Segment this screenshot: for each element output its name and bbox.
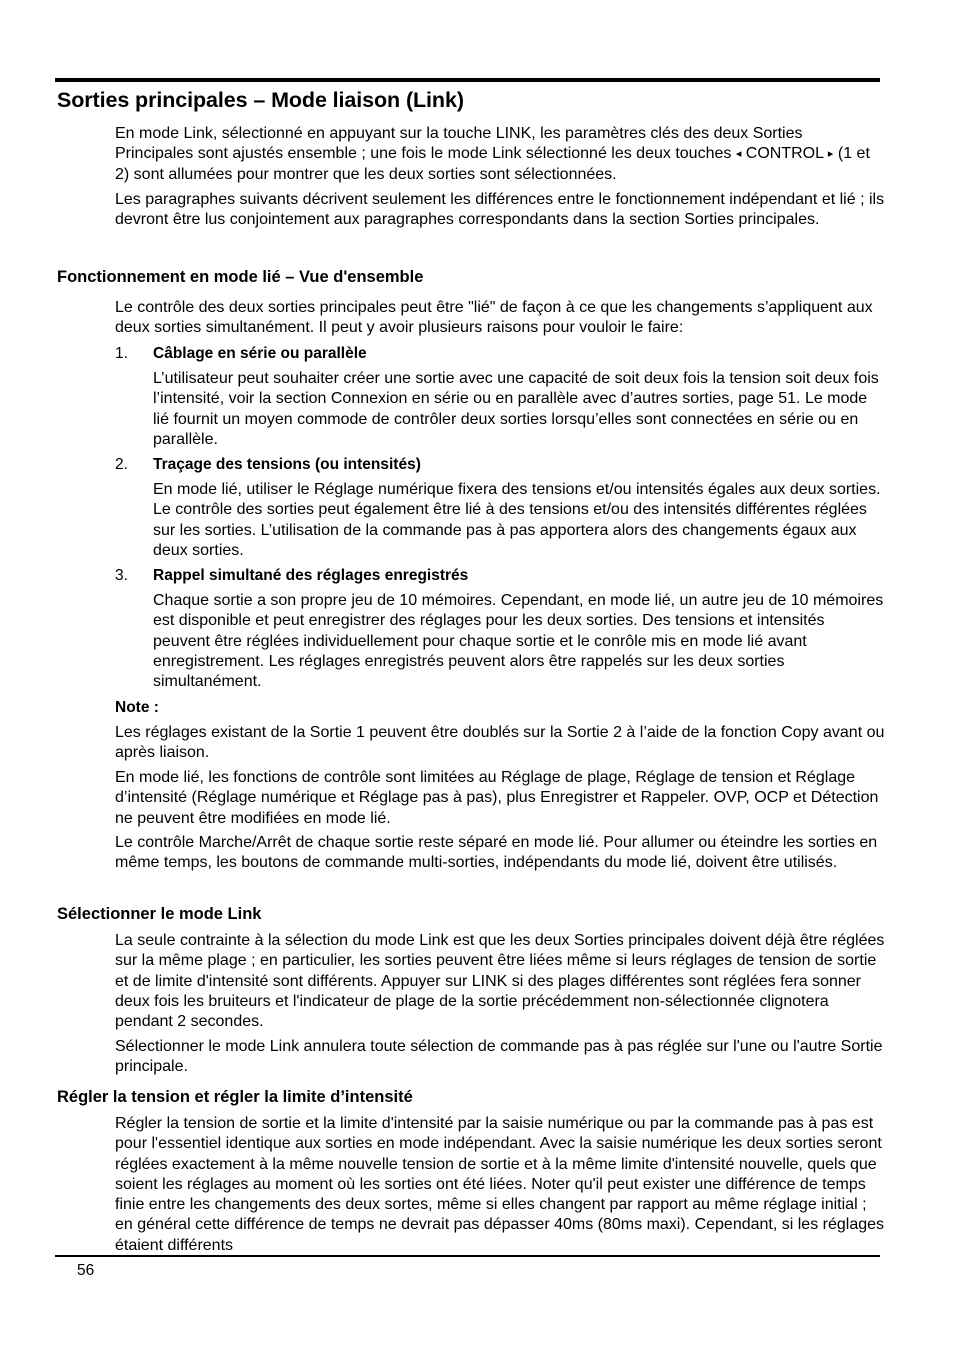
note-title: Note : bbox=[115, 699, 159, 716]
right-triangle-icon: ▸ bbox=[827, 148, 834, 161]
intro-paragraph-1 bbox=[115, 124, 885, 185]
voltage-current-paragraph: Régler la tension de sortie et la limite d'intensité par la saisie numérique ou par la commande pas à pas est pour l'essentiel identique aux sorties en mode indépendant. Avec la saisie numérique les deux sorties seront réglées exactement à la même nouvelle tension de sortie et à la même limite d'intensité nouvelle, quels que soient les réglages au moment où les sorties ont été liées. Noter qu'il peut exister une différence de temps finie entre les changements des deux sortes, même si elles changent par rapport au même réglage initial ; en général cette différence de temps ne devrait pas dépasser 40ms (80ms maxi). Cependant, si les réglages étaient différents bbox=[115, 1115, 885, 1254]
item-title: Câblage en série ou parallèle bbox=[153, 345, 367, 362]
section-heading-voltage-current: Régler la tension et régler la limite d’intensité bbox=[57, 1088, 413, 1106]
item-text: En mode lié, utiliser le Réglage numérique fixera des tensions et/ou intensités égales aux deux sorties. Le contrôle des sorties peut également être lié à des tensions et/ou des intensités différentes réglées sur les sorties. L’utilisation de la commande pas à pas apportera alors des changements égaux aux deux sorties. bbox=[153, 481, 881, 559]
item-number: 2. bbox=[115, 456, 128, 473]
section-heading-select-link: Sélectionner le mode Link bbox=[57, 905, 262, 923]
select-link-paragraph-2: Sélectionner le mode Link annulera toute sélection de commande pas à pas réglée sur l'une ou l'autre Sortie principale. bbox=[115, 1038, 883, 1076]
intro-text-before: En mode Link, sélectionné en appuyant sur la touche LINK, les paramètres clés des deux Sorties Principales sont ajustés ensemble ; une fois le mode Link sélectionné les deux touches bbox=[115, 125, 803, 163]
bottom-rule bbox=[55, 1255, 880, 1257]
item-text: L’utilisateur peut souhaiter créer une sortie avec une capacité de soit deux fois la tension soit deux fois l’intensité, voir la section Connexion en série ou en parallèle avec d’autres sorties, page 51. Le mode lié fournit un moyen commode de contrôler deux sorties lorsqu’elles sont connectées en série ou en parallèle. bbox=[153, 370, 879, 448]
item-number: 1. bbox=[115, 345, 128, 362]
select-link-paragraph-1: La seule contrainte à la sélection du mode Link est que les deux Sorties principales doivent déjà être réglées sur la même plage ; en particulier, les sorties peuvent être liées même si leurs réglages de tension de sortie et de limite d'intensité sont différents. Appuyer sur LINK si des plages différentes sont réglées fera sonner deux fois les bruiteurs et l'indicateur de plage de la sortie précédemment non-sélectionnée clignotera pendant 2 secondes. bbox=[115, 932, 885, 1031]
item-title: Rappel simultané des réglages enregistrés bbox=[153, 567, 469, 584]
note-paragraph: En mode lié, les fonctions de contrôle sont limitées au Réglage de plage, Réglage de tension et Réglage d’intensité (Réglage numérique et Réglage pas à pas), plus Enregistrer et Rappeler. OVP, OCP et Détection ne peuvent être modifiées en mode lié. bbox=[115, 769, 879, 827]
item-number: 3. bbox=[115, 567, 128, 584]
page-number: 56 bbox=[77, 1262, 95, 1279]
page-title: Sorties principales – Mode liaison (Link) bbox=[57, 88, 464, 112]
left-triangle-icon: ◂ bbox=[735, 148, 742, 161]
item-text: Chaque sortie a son propre jeu de 10 mémoires. Cependant, en mode lié, un autre jeu de 10 mémoires est disponible et peut enregistrer des réglages pour les deux sorties. Des tensions et intensités peuvent être réglées individuellement pour chaque sortie et le conrôle mis en mode lié avant enregistrement. Les réglages enregistrés peuvent alors être rappelés sur les deux sorties simultanément. bbox=[153, 592, 884, 691]
note-paragraph: Les réglages existant de la Sortie 1 peuvent être doublés sur la Sortie 2 à l’aide de la fonction Copy avant ou après liaison. bbox=[115, 724, 885, 762]
intro-paragraph-2: Les paragraphes suivants décrivent seulement les différences entre le fonctionnement indépendant et lié ; ils devront être lus conjointement aux paragraphes correspondants dans la section Sorties principales. bbox=[115, 191, 885, 229]
intro-text-after: (1 et 2) sont allumées pour montrer que les deux sorties sont sélectionnées. bbox=[115, 145, 870, 183]
top-rule bbox=[55, 78, 880, 82]
item-title: Traçage des tensions (ou intensités) bbox=[153, 456, 421, 473]
note-paragraph: Le contrôle Marche/Arrêt de chaque sortie reste séparé en mode lié. Pour allumer ou éteindre les sorties en même temps, les boutons de commande multi-sorties, indépendants du mode lié, doivent être utilisés. bbox=[115, 834, 878, 872]
control-key-label: CONTROL bbox=[745, 145, 824, 163]
overview-intro: Le contrôle des deux sorties principales peut être "lié" de façon à ce que les changements s’appliquent aux deux sorties simultanément. Il peut y avoir plusieurs raisons pour vouloir le faire: bbox=[115, 299, 873, 337]
section-heading-overview: Fonctionnement en mode lié – Vue d'ensemble bbox=[57, 268, 424, 286]
